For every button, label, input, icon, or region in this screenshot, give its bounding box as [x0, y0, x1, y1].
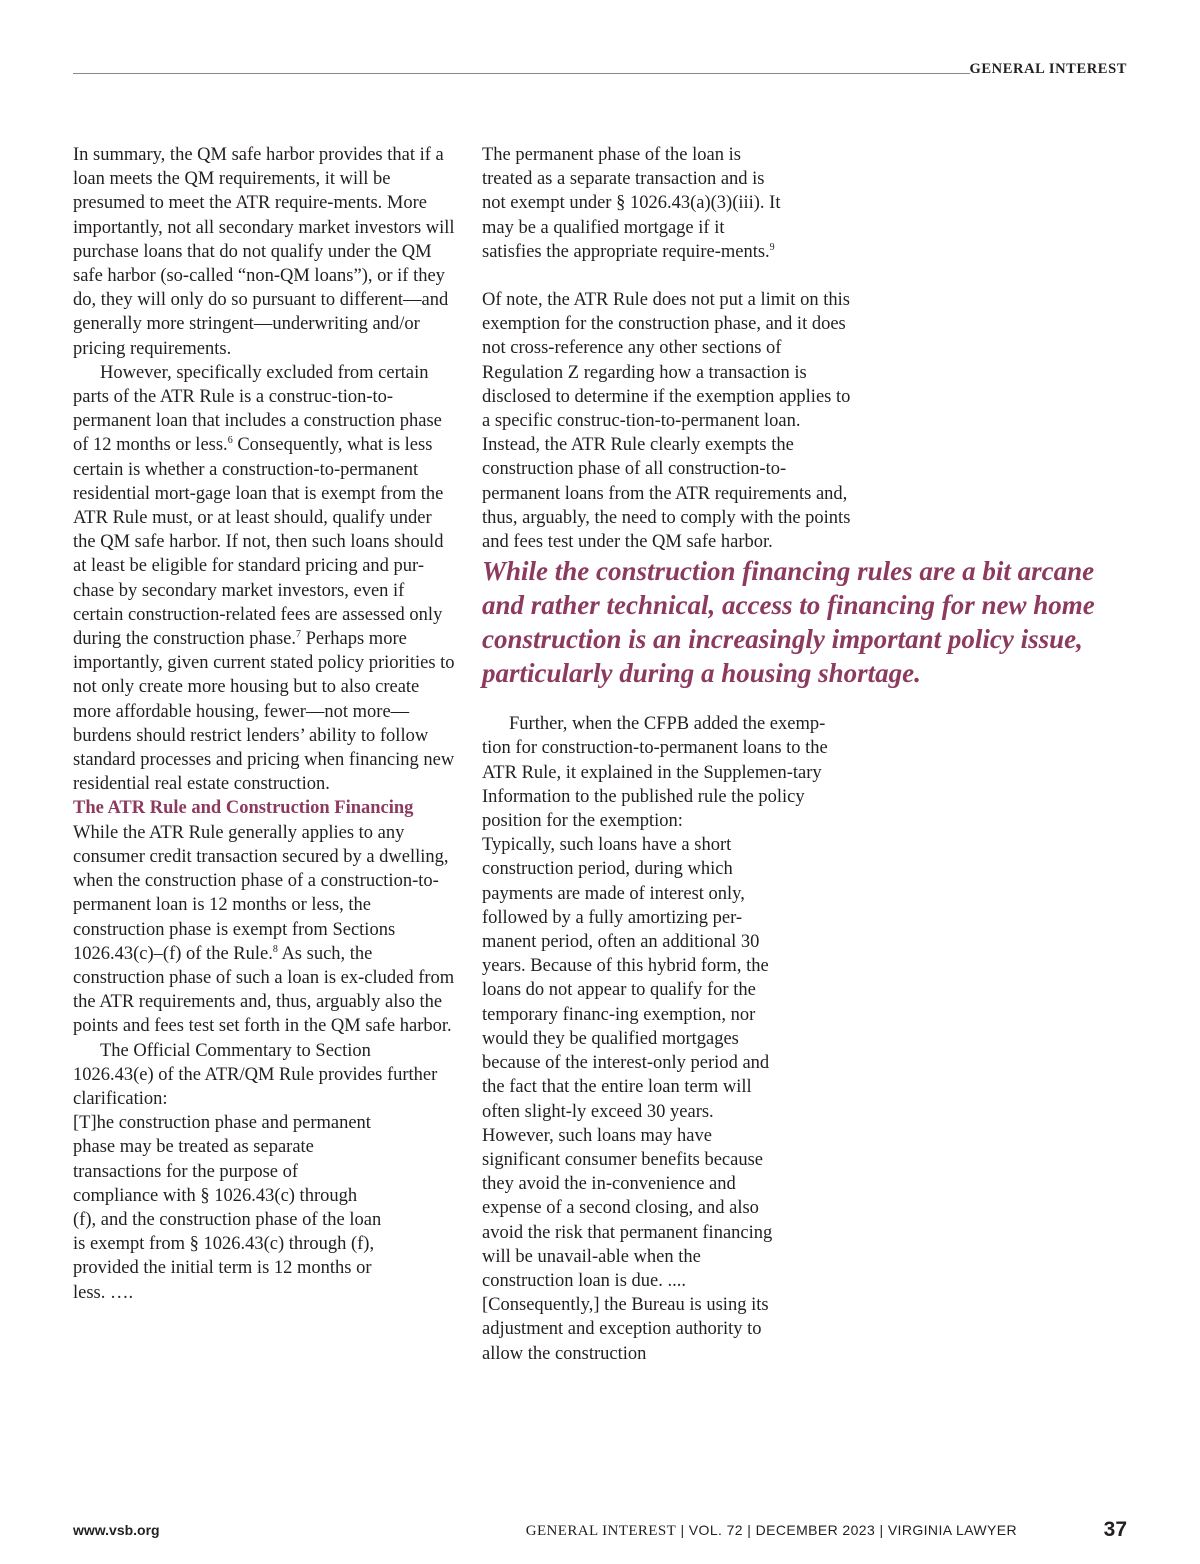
footer-volume: VOL. 72: [688, 1522, 743, 1538]
footer-separator: |: [742, 1522, 756, 1538]
footer-url: www.vsb.org: [73, 1522, 160, 1538]
footer-separator: |: [875, 1522, 888, 1538]
footnote-ref-9: 9: [769, 241, 775, 253]
paragraph-official-commentary: The Official Commentary to Section 1026.43(e) of the ATR/QM Rule provides further clarification:: [73, 1040, 438, 1109]
header-rule: [73, 73, 970, 74]
footer-publication-info: [526, 1522, 1017, 1540]
blockquote-permanent-phase: [482, 143, 782, 264]
footer-publication: VIRGINIA LAWYER: [887, 1522, 1017, 1538]
paragraph-summary: In summary, the QM safe harbor provides that if a loan meets the QM requirements, it will be presumed to meet the ATR require-ments. More importantly, not all secondary market investors will purchase loans that do not qualify under the QM safe harbor (so-called “non-QM loans”), or if they do, they will only do so pursuant to different—and generally more stringent—underwriting and/or pricing requirements.: [73, 145, 455, 359]
footnote-ref-8: 8: [272, 943, 278, 955]
footer-separator: |: [676, 1522, 689, 1538]
footer-date: DECEMBER 2023: [755, 1522, 876, 1538]
blockquote-supplementary-info: Typically, such loans have a short construction period, during which payments are made of interest only, followed by a fully amortizing per-manent period, often an additional 30 years. Because of this hybrid form, the loans do not appear to qualify for the temporary financ-ing exemption, nor would they be qualified mortgages because of the interest-only period and the fact that the entire loan term will often slight-ly exceed 30 years. However, such loans may have significant consumer benefits because they avoid the in-convenience and expense of a second closing, and also avoid the risk that permanent financing will be unavail-able when the construction loan is due. .... [Consequently,] the Bureau is using its adjustment and exception authority to allow the construction: [482, 835, 773, 1364]
running-header-section: GENERAL INTEREST: [969, 61, 1127, 77]
paragraph-atr-rule-text-a: While the ATR Rule generally applies to any consumer credit transaction secured by a dwelling, when the construction phase of a construction-to-permanent loan is 12 months or less, the construction phase is exempt from Sections 1026.43(c)–(f) of the Rule.: [73, 822, 449, 964]
paragraph-exclusion: [73, 361, 455, 797]
left-column: [73, 143, 455, 1305]
footnote-ref-7: 7: [295, 628, 301, 640]
paragraph-atr-rule: [73, 821, 455, 1039]
paragraph-of-note: Of note, the ATR Rule does not put a limit on this exemption for the construction phase, and it does not cross-reference any other sections of Regulation Z regarding how a transaction is disclosed to determine if the exemption applies to a specific construc-tion-to-permanent loan. Instead, the ATR Rule clearly exempts the construction phase of all construction-to-permanent loans from the ATR requirements and, thus, arguably, the need to comply with the points and fees test under the QM safe harbor.: [482, 290, 851, 553]
blockquote-permanent-phase-text: The permanent phase of the loan is treated as a separate transaction and is not exempt under § 1026.43(a)(3)(iii). It may be a qualified mortgage if it satisfies the appropriate require-ments.: [482, 145, 781, 262]
paragraph-atr-rule-text-b: As such, the construction phase of such a loan is ex-cluded from the ATR requirements and, thus, arguably also the points and fees test set forth in the QM safe harbor.: [73, 943, 455, 1037]
pull-quote: While the construction financing rules are a bit arcane and rather technical, access to financing for new home construction is an increasingly important policy issue, particularly during a housing shortage.: [482, 556, 1095, 689]
paragraph-exclusion-text-b: Consequently, what is less certain is whether a construction-to-permanent residential mort-gage loan that is exempt from the ATR Rule must, or at least should, qualify under the QM safe harbor. If not, then such loans should at least be eligible for standard pricing and pur-chase by secondary market investors, even if certain construction-related fees are assessed only during the construction phase.: [73, 435, 444, 650]
blockquote-commentary: [T]he construction phase and permanent phase may be treated as separate transactions for the purpose of compliance with § 1026.43(c) through (f), and the construction phase of the loan is exempt from § 1026.43(c) through (f), provided the initial term is 12 months or less. ….: [73, 1113, 382, 1303]
footnote-ref-6: 6: [227, 435, 233, 447]
paragraph-exclusion-text-c: Perhaps more importantly, given current stated policy priorities to not only create more housing but to also create more affordable housing, fewer—not more—burdens should restrict lenders’ ability to follow standard processes and pricing when financing new residential real estate construction.: [73, 629, 455, 795]
right-column: [482, 143, 1102, 1366]
section-subhead: The ATR Rule and Construction Financing: [73, 798, 414, 819]
page-number: 37: [1103, 1518, 1127, 1541]
paragraph-cfpb: Further, when the CFPB added the exemp-tion for construction-to-permanent loans to the ATR Rule, it explained in the Supplemen-tary Information to the published rule the policy position for the exemption:: [482, 714, 828, 832]
footer-section: GENERAL INTEREST: [525, 1523, 677, 1539]
paragraph-exclusion-text-a: However, specifically excluded from certain parts of the ATR Rule is a construc-tion-to-permanent loan that includes a construction phase of 12 months or less.: [73, 362, 442, 456]
